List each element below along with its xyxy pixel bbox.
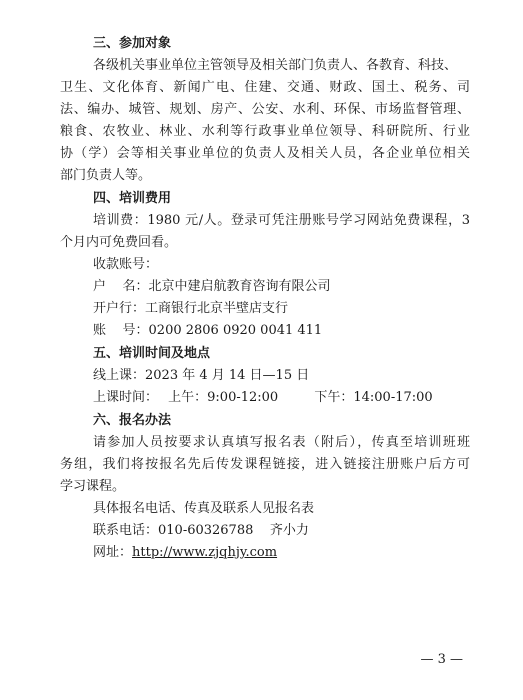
contact-phone: 联系电话：010-60326788 齐小力 bbox=[93, 523, 309, 538]
morning-time: 上午：9:00-12:00 bbox=[168, 390, 279, 405]
section-heading-registration: 六、报名办法 bbox=[93, 413, 172, 428]
page-number: — 3 — bbox=[420, 652, 463, 667]
website-label: 网址： bbox=[93, 545, 133, 560]
paragraph-line: 各级机关事业单位主管领导及相关部门负责人、各教育、科技、 bbox=[93, 58, 458, 73]
paragraph-line: 协（学）会等相关事业单位的负责人及相关人员，各企业单位相关 bbox=[60, 146, 470, 161]
paragraph-line: 部门负责人等。 bbox=[60, 168, 152, 183]
section-heading-participants: 三、参加对象 bbox=[93, 36, 172, 51]
account-name: 户 名：北京中建启航教育咨询有限公司 bbox=[93, 279, 331, 294]
account-intro: 收款账号： bbox=[93, 257, 159, 272]
class-time-label: 上课时间： bbox=[93, 390, 159, 405]
section-heading-fees: 四、培训费用 bbox=[93, 191, 172, 206]
section-heading-time-location: 五、培训时间及地点 bbox=[93, 346, 211, 361]
fee-line: 培训费：1980 元/人。登录可凭注册账号学习网站免费课程，3 bbox=[93, 213, 470, 228]
contact-intro: 具体报名电话、传真及联系人见报名表 bbox=[93, 501, 315, 516]
paragraph-line: 学习课程。 bbox=[60, 479, 126, 494]
fee-line: 个月内可免费回看。 bbox=[60, 235, 178, 250]
paragraph-line: 卫生、文化体育、新闻广电、住建、交通、财政、国土、税务、司 bbox=[60, 80, 470, 95]
class-time-row bbox=[93, 387, 433, 409]
paragraph-line: 法、编办、城管、规划、房产、公安、水利、环保、市场监督管理、 bbox=[60, 102, 470, 117]
paragraph-line: 务组，我们将按报名先后传发课程链接，进入链接注册账户后方可 bbox=[60, 457, 470, 472]
paragraph-line: 请参加人员按要求认真填写报名表（附后），传真至培训班班 bbox=[93, 435, 470, 450]
account-number: 账 号：0200 2806 0920 0041 411 bbox=[93, 323, 323, 338]
website-link[interactable]: http://www.zjqhjy.com bbox=[132, 545, 278, 560]
paragraph-line: 粮食、农牧业、林业、水利等行政事业单位领导、科研院所、行业 bbox=[60, 124, 470, 139]
online-course-date: 线上课：2023 年 4 月 14 日—15 日 bbox=[93, 368, 310, 383]
website-row bbox=[93, 542, 277, 564]
bank-name: 开户行：工商银行北京半壁店支行 bbox=[93, 301, 289, 316]
afternoon-time: 下午：14:00-17:00 bbox=[314, 390, 433, 405]
